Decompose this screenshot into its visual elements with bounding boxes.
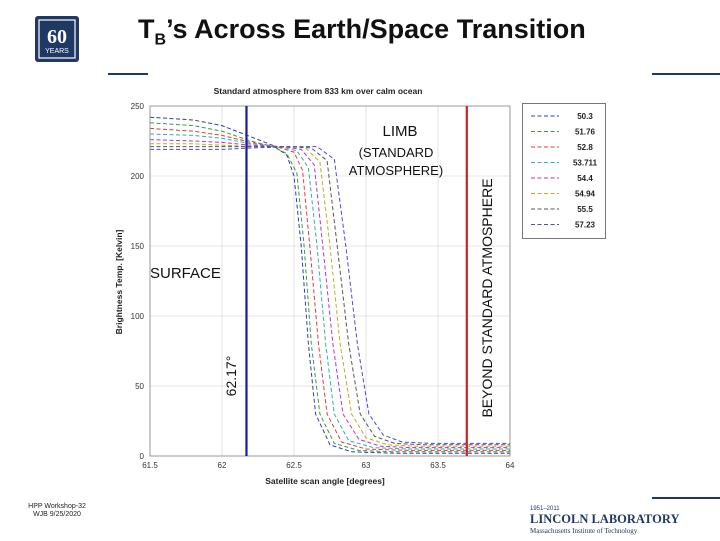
title-rule-left bbox=[108, 73, 148, 75]
logo-years-text: YEARS bbox=[45, 48, 69, 55]
legend-label-50.3: 50.3 bbox=[577, 112, 593, 121]
chart-title: Standard atmosphere from 833 km over calm ocean bbox=[213, 86, 423, 96]
org-subtitle: Massachusetts Institute of Technology bbox=[530, 527, 638, 535]
lincoln-laboratory-logo bbox=[528, 502, 698, 536]
title-rule-right bbox=[652, 73, 720, 75]
sixty-years-logo bbox=[34, 15, 80, 63]
logo-number: 60 bbox=[47, 26, 67, 48]
standard-atmosphere-label-line1: (STANDARD bbox=[358, 145, 434, 160]
x-tick-label: 63 bbox=[361, 461, 371, 470]
legend-label-54.4: 54.4 bbox=[577, 174, 593, 183]
x-tick-label: 63.5 bbox=[430, 461, 446, 470]
footer-line-2: WJB 9/25/2020 bbox=[33, 511, 81, 518]
org-years: 1951–2011 bbox=[530, 506, 560, 512]
x-tick-label: 62.5 bbox=[286, 461, 302, 470]
slide-title bbox=[138, 14, 586, 49]
y-tick-label: 100 bbox=[130, 312, 144, 321]
series-line-52.8 bbox=[150, 128, 510, 450]
x-tick-label: 61.5 bbox=[142, 461, 158, 470]
series-line-54.4 bbox=[150, 140, 510, 448]
legend-label-51.76: 51.76 bbox=[574, 127, 596, 137]
angle-marker-label: 62.17° bbox=[223, 355, 239, 397]
y-tick-label: 0 bbox=[139, 452, 144, 461]
series-line-55.5 bbox=[150, 147, 510, 445]
series-line-57.23 bbox=[150, 147, 510, 444]
x-tick-label: 64 bbox=[505, 461, 515, 470]
slide-title-subscript: B bbox=[154, 31, 167, 49]
footer-note bbox=[22, 503, 92, 519]
legend-box bbox=[522, 103, 606, 239]
footer-rule-right bbox=[652, 497, 720, 499]
legend-label-52.8: 52.8 bbox=[577, 143, 593, 152]
slide-title-main: T bbox=[138, 14, 155, 44]
footer-line-1: HPP Workshop-32 bbox=[28, 503, 86, 510]
y-tick-label: 150 bbox=[130, 242, 144, 251]
standard-atmosphere-label-line2: ATMOSPHERE) bbox=[348, 163, 444, 178]
y-tick-label: 50 bbox=[135, 382, 144, 391]
surface-label: SURFACE bbox=[150, 265, 221, 282]
y-tick-label: 250 bbox=[130, 102, 144, 111]
org-name: LINCOLN LABORATORY bbox=[530, 512, 680, 526]
legend-label-53.711: 53.711 bbox=[572, 158, 598, 168]
legend-svg bbox=[523, 104, 605, 238]
legend-label-55.5: 55.5 bbox=[577, 205, 593, 214]
y-tick-label: 200 bbox=[130, 172, 144, 181]
brightness-temp-chart bbox=[100, 78, 530, 498]
series-line-50.3 bbox=[150, 117, 510, 453]
beyond-atmosphere-label: BEYOND STANDARD ATMOSPHERE bbox=[479, 178, 495, 418]
x-axis-label: Satellite scan angle [degrees] bbox=[265, 476, 385, 486]
series-layer bbox=[150, 117, 510, 453]
legend-label-57.23: 57.23 bbox=[574, 220, 596, 230]
y-axis-label: Brightness Temp. [Kelvin] bbox=[114, 229, 124, 335]
x-tick-label: 62 bbox=[217, 461, 227, 470]
legend-label-54.94: 54.94 bbox=[574, 189, 596, 199]
limb-label: LIMB bbox=[382, 123, 418, 140]
slide-title-rest: ’s Across Earth/Space Transition bbox=[166, 14, 586, 44]
chart-svg bbox=[100, 78, 530, 498]
series-line-51.76 bbox=[150, 123, 510, 452]
